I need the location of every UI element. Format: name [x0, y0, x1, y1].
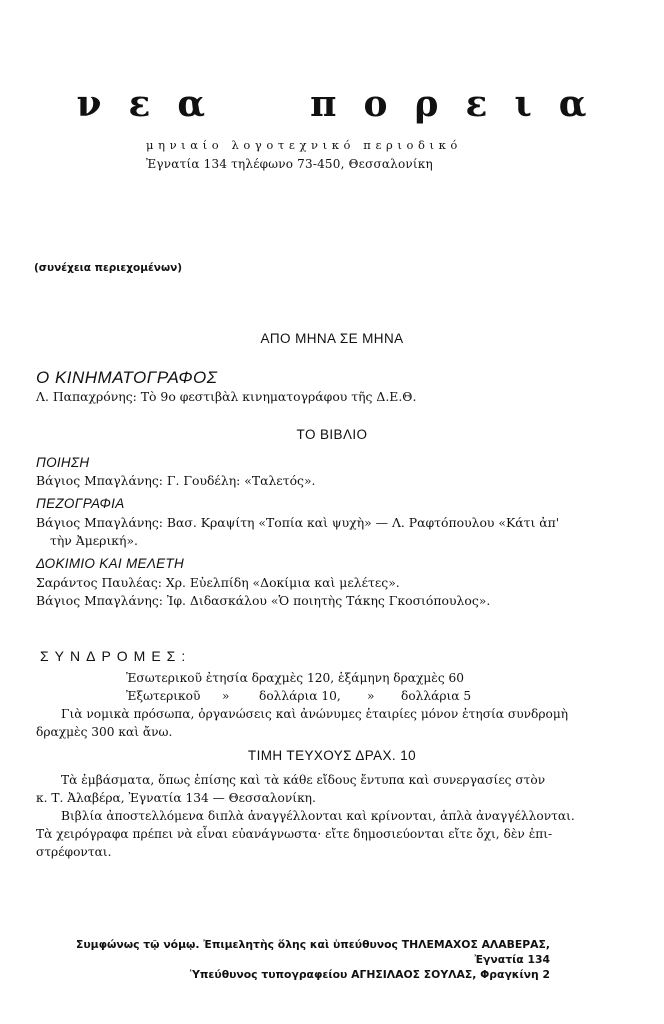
issue-price: ΤΙΜΗ ΤΕΥΧΟΥΣ ΔΡΑΧ. 10 [247, 748, 417, 763]
essay-heading: ΔΟΚΙΜΙΟ ΚΑΙ ΜΕΛΕΤΗ [36, 556, 185, 571]
prose-line: τὴν Ἀμερική». [50, 533, 138, 548]
subscriptions-title: ΣΥΝΔΡΟΜΕΣ: [40, 648, 192, 664]
masthead-subtitle: μηνιαίο λογοτεχνικό περιοδικό [146, 138, 462, 152]
subscription-legal-line: δραχμὲς 300 καὶ ἄνω. [36, 725, 173, 739]
masthead-letter: ο [363, 83, 389, 125]
note-line: Τὰ χειρόγραφα πρέπει νὰ εἶναι εὐανάγνωστα· εἴτε δημοσιεύονται εἴτε ὄχι, δὲν ἐπι- [36, 827, 553, 841]
masthead-title [0, 82, 664, 126]
note-line: στρέφονται. [36, 845, 112, 859]
cinema-heading: Ο ΚΙΝΗΜΑΤΟΓΡΑΦΟΣ [36, 368, 218, 387]
subscription-ditto-mark: » [222, 689, 230, 703]
subscription-foreign-half: δολλάρια 5 [401, 689, 472, 703]
book-heading: ΤΟ ΒΙΒΛΙΟ [296, 427, 368, 442]
note-line: Τὰ ἐμβάσματα, ὅπως ἐπίσης καὶ τὰ κάθε εἴδους ἔντυπα καὶ συνεργασίες στὸν [61, 773, 546, 787]
subscription-foreign-label: Ἐξωτερικοῦ [126, 689, 201, 703]
note-line: κ. Τ. Ἀλαβέρα, Ἐγνατία 134 — Θεσσαλονίκη. [36, 791, 316, 805]
footer-address-line: Ἐγνατία 134 [474, 953, 550, 966]
poetry-line: Βάγιος Μπαγλάνης: Γ. Γουδέλη: «Ταλετός». [36, 473, 316, 488]
masthead-letter: ν [76, 83, 103, 125]
masthead-letter: α [177, 83, 207, 125]
footer-editor-line: Συμφώνως τῷ νόμῳ. Ἐπιμελητὴς ὅλης καὶ ὑπεύθυνος ΤΗΛΕΜΑΧΟΣ ΑΛΑΒΕΡΑΣ, [75, 938, 550, 951]
masthead-word-2 [297, 82, 600, 126]
masthead-address: Ἐγνατία 134 τηλέφωνο 73-450, Θεσσαλονίκη [146, 157, 433, 171]
essay-line: Βάγιος Μπαγλάνης: Ἰφ. Διδασκάλου «Ὁ ποιητὴς Τάκης Γκοσιόπουλος». [36, 593, 491, 608]
note-line: Βιβλία ἀποστελλόμενα διπλὰ ἀναγγέλλονται καὶ κρίνονται, ἁπλὰ ἀναγγέλλονται. [61, 809, 575, 823]
masthead-letter: ε [128, 83, 152, 125]
poetry-heading: ΠΟΙΗΣΗ [36, 455, 90, 470]
subscription-domestic: Ἐσωτερικοῦ ἐτησία δραχμὲς 120, ἑξάμηνη δραχμὲς 60 [126, 671, 465, 685]
masthead-letter: ι [514, 83, 533, 125]
prose-line: Βάγιος Μπαγλάνης: Βασ. Κραψίτη «Τοπία καὶ ψυχὴ» — Λ. Ραφτόπουλου «Κάτι ἀπ' [36, 515, 560, 530]
subscription-ditto-mark: » [367, 689, 375, 703]
cinema-line: Λ. Παπαχρόνης: Τὸ 9ο φεστιβὰλ κινηματογράφου τῆς Δ.Ε.Θ. [36, 389, 417, 404]
masthead-letter: ε [465, 83, 489, 125]
masthead-word-1 [64, 82, 220, 126]
essay-line: Σαράντος Παυλέας: Χρ. Εὐελπίδη «Δοκίμια καὶ μελέτες». [36, 575, 400, 590]
contents-continued-note: (συνέχεια περιεχομένων) [34, 262, 183, 274]
section-title: ΑΠΟ ΜΗΝΑ ΣΕ ΜΗΝΑ [260, 331, 404, 346]
masthead-letter: α [558, 83, 588, 125]
footer-printer-line: Ὑπεύθυνος τυπογραφείου ΑΓΗΣΙΛΑΟΣ ΣΟΥΛΑΣ, Φραγκίνη 2 [189, 968, 550, 981]
subscription-legal-line: Γιὰ νομικὰ πρόσωπα, ὀργανώσεις καὶ ἀνώνυμες ἑταιρίες μόνον ἐτησία συνδρομὴ [61, 707, 569, 721]
prose-heading: ΠΕΖΟΓΡΑΦΙΑ [36, 496, 125, 511]
subscription-foreign-annual: δολλάρια 10, [259, 689, 341, 703]
masthead-letter: ρ [414, 83, 440, 125]
masthead-letter: π [310, 83, 338, 125]
